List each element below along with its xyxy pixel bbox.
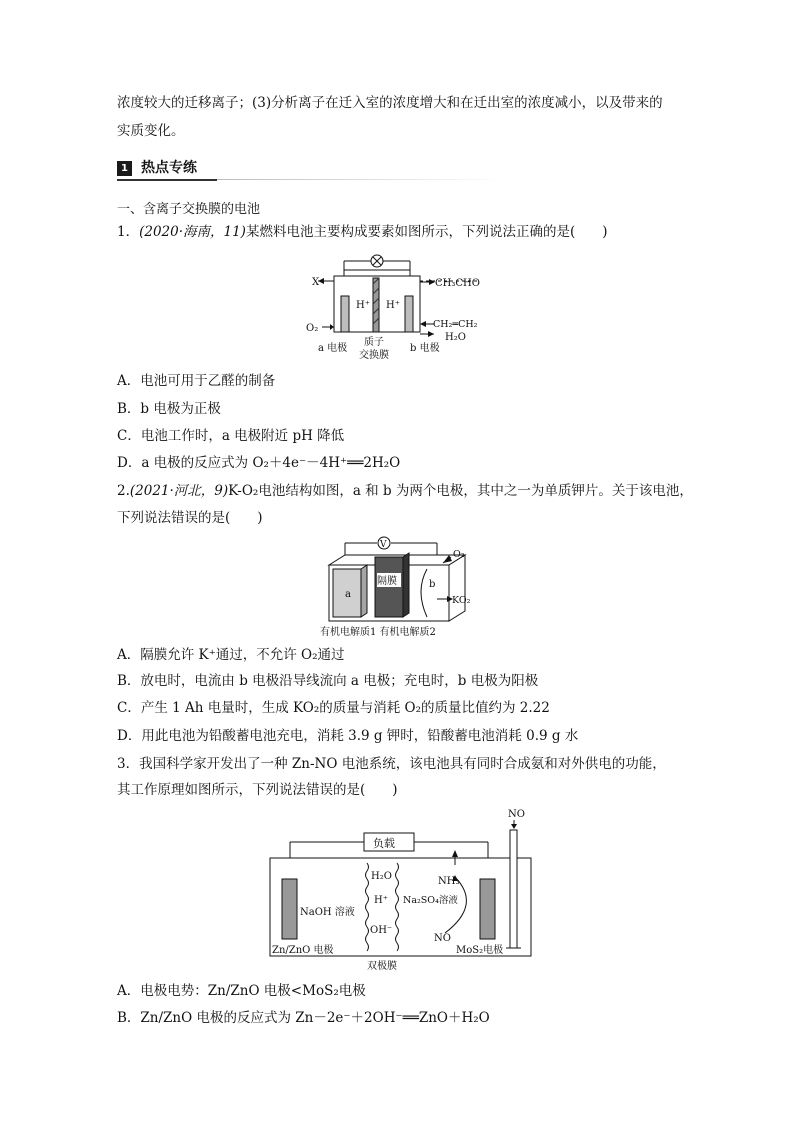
naoh-label: NaOH 溶液 [300,907,355,918]
b-label: b [429,579,436,590]
ko2-label: KO₂ [452,595,471,606]
q2-option-c: C．产生 1 Ah 电量时，生成 KO₂的质量与消耗 O₂的质量比值约为 2.22 [117,700,550,716]
bipolar-membrane-label: 双极膜 [367,961,397,972]
h2o-label: H₂O [371,871,392,882]
electrolyte-caption: 有机电解质1 有机电解质2 [320,627,436,638]
subheading: 一、含离子交换膜的电池 [117,202,261,217]
q3-stem-2: 其工作原理如图所示，下列说法错误的是( ) [117,782,398,798]
load-label: 负载 [373,837,395,850]
h-plus-label: H⁺ [374,895,388,906]
q1-source: (2020·海南，11) [139,224,246,240]
section-rule [217,179,507,180]
q2-source: (2021·河北，9) [129,483,229,499]
mos2-electrode-label: MoS₂电极 [456,945,504,956]
q3-number: 3． [117,756,140,772]
q2-option-a: A．隔膜允许 K⁺通过，不允许 O₂通过 [117,647,345,663]
section-badge: 1 [117,161,132,176]
oh-minus-label: OH⁻ [370,925,393,936]
section-title: 热点专练 [141,160,197,176]
a-electrode [341,296,349,332]
nh3-label: NH₃ [438,876,460,887]
q2-figure [315,533,485,639]
q2-stem-1 [117,481,693,501]
proton-membrane [373,278,379,332]
no-bottom-label: NO [434,933,451,944]
q1-option-a: A．电池可用于乙醛的制备 [117,373,276,389]
no-top-label: NO [508,809,525,820]
voltmeter-label: V [380,540,387,550]
h-left-label: H⁺ [356,300,370,311]
q3-figure [262,805,537,975]
zn-electrode [282,879,297,939]
q2-option-d: D．用此电池为铅酸蓄电池充电，消耗 3.9 g 钾时，铅酸蓄电池消耗 0.9 g 水 [117,728,579,744]
q1-option-c: C．电池工作时，a 电极附近 pH 降低 [117,428,345,444]
membrane-label-2: 交换膜 [359,350,389,361]
na2so4-label: Na₂SO₄溶液 [403,895,458,906]
b-electrode [405,296,413,332]
b-electrode-label: b 电极 [410,343,440,354]
q2-number: 2. [117,483,130,499]
a-label: a [345,589,351,600]
x-label: X [312,277,320,288]
q1-option-d: D．a 电极的反应式为 O₂＋4e⁻－4H⁺══2H₂O [117,455,401,471]
q2-stem-2: 下列说法错误的是( ) [117,510,263,526]
intro-line-2: 实质变化。 [117,123,185,139]
q3-stem-text: 我国科学家开发出了一种 Zn-NO 电池系统，该电池具有同时合成氨和对外供电的功能， [139,756,666,772]
mos2-electrode [480,879,495,939]
q3-option-b: B．Zn/ZnO 电极的反应式为 Zn－2e⁻＋2OH⁻══ZnO＋H₂O [117,1010,490,1026]
membrane-label: 隔膜 [377,576,397,587]
q3-option-a: A．电极电势：Zn/ZnO 电极<MoS₂电极 [117,983,366,999]
section-underline [117,179,217,181]
q2-stem-text: K-O₂电池结构如图，a 和 b 为两个电极，其中之一为单质钾片。关于该电池， [228,483,693,499]
a-electrode-label: a 电极 [318,343,348,354]
ch3cho-label: CH₃CHO [435,278,480,289]
q1-number: 1． [117,224,140,240]
zn-electrode-label: Zn/ZnO 电极 [272,945,334,956]
q1-stem-text: 某燃料电池主要构成要素如图所示，下列说法正确的是( ) [245,224,608,240]
q1-option-b: B．b 电极为正极 [117,401,221,417]
ethylene-label: CH₂═CH₂ [433,319,478,330]
membrane-label-1: 质子 [364,337,384,348]
q1-stem [117,222,608,242]
intro-line-1: 浓度较大的迁移离子；(3)分析离子在迁入室的浓度增大和在迁出室的浓度减小，以及带来的 [117,95,663,111]
h-right-label: H⁺ [386,300,400,311]
section-header [117,158,217,180]
o2-label: O₂ [306,323,319,334]
q2-option-b: B．放电时，电流由 b 电极沿导线流向 a 电极；充电时，b 电极为阳极 [117,673,539,689]
q1-figure [300,250,500,362]
o2-label: O₂ [453,549,465,560]
q3-stem-1 [117,754,666,774]
h2o-label: H₂O [445,332,466,343]
